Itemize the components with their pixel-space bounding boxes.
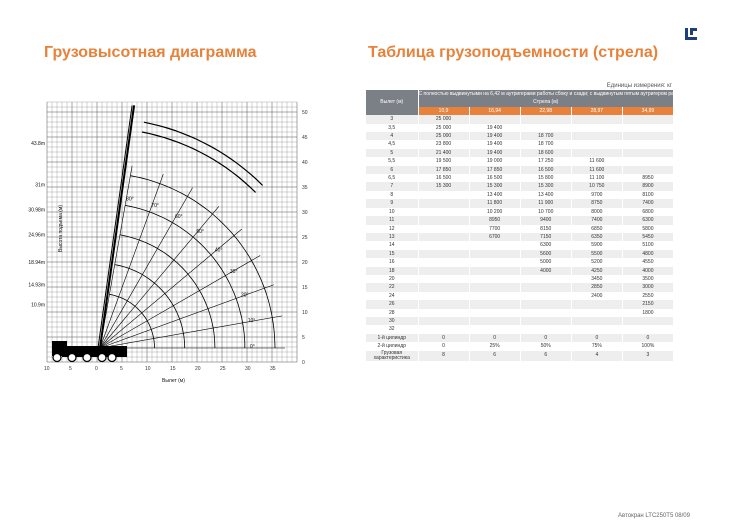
- row-label: 3: [366, 115, 418, 123]
- x-axis-label: Вылет (м): [162, 378, 185, 384]
- table-row: [366, 233, 674, 241]
- capacity-cell: [418, 216, 469, 224]
- capacity-cell: [622, 124, 673, 132]
- capacity-cell: 23 800: [418, 140, 469, 148]
- capacity-cell: [571, 300, 622, 308]
- capacity-cell: 3000: [622, 283, 673, 291]
- capacity-cell: 15 800: [520, 174, 571, 182]
- x-tick-label: 5: [69, 366, 72, 372]
- capacity-cell: 8: [418, 351, 469, 361]
- row-label: 14: [366, 241, 418, 249]
- capacity-cell: [418, 208, 469, 216]
- table-row: [366, 258, 674, 266]
- height-mark: 30.98m: [28, 207, 45, 214]
- boom-length-col: 16,94: [469, 107, 520, 115]
- angle-label: 0°: [250, 344, 255, 350]
- angle-label: 60°: [175, 214, 183, 221]
- capacity-cell: 0: [571, 334, 622, 342]
- capacity-cell: [520, 317, 571, 325]
- capacity-cell: [622, 132, 673, 140]
- chart-grid: [47, 102, 297, 362]
- capacity-cell: [571, 124, 622, 132]
- capacity-cell: 10 700: [520, 208, 571, 216]
- capacity-cell: 19 500: [418, 157, 469, 165]
- x-tick-label: 0: [95, 366, 98, 372]
- capacity-cell: [418, 267, 469, 275]
- capacity-cell: [469, 300, 520, 308]
- capacity-cell: [622, 115, 673, 123]
- x-tick-label: 10: [44, 366, 50, 372]
- y-tick-label: 35: [302, 185, 308, 191]
- capacity-cell: 8950: [469, 216, 520, 224]
- capacity-cell: [571, 149, 622, 157]
- capacity-cell: 25 000: [418, 115, 469, 123]
- capacity-cell: 11 600: [571, 157, 622, 165]
- capacity-cell: 7700: [469, 225, 520, 233]
- height-mark: 31m: [35, 182, 45, 189]
- diagram-title: Грузовысотная диаграмма: [44, 44, 257, 61]
- capacity-cell: 13 400: [469, 191, 520, 199]
- boom-length-col: 10,9: [418, 107, 469, 115]
- capacity-cell: 8150: [520, 225, 571, 233]
- capacity-cell: [520, 115, 571, 123]
- crane-wheel: [108, 354, 116, 362]
- table-row: [366, 292, 674, 300]
- capacity-cell: [469, 258, 520, 266]
- capacity-cell: 100%: [622, 342, 673, 350]
- row-label: 24: [366, 292, 418, 300]
- capacity-cell: 4000: [622, 267, 673, 275]
- capacity-cell: [622, 325, 673, 333]
- capacity-cell: 11 900: [520, 199, 571, 207]
- capacity-cell: 18 600: [520, 149, 571, 157]
- capacity-cell: [418, 325, 469, 333]
- table-row: [366, 283, 674, 291]
- capacity-cell: 50%: [520, 342, 571, 350]
- row-label: 16: [366, 258, 418, 266]
- capacity-cell: 6700: [469, 233, 520, 241]
- radius-header: Вылет (м): [366, 90, 418, 115]
- boom-header: Стрела (м): [418, 98, 674, 106]
- table-row: [366, 182, 674, 190]
- height-mark: 14.93m: [28, 282, 45, 289]
- capacity-cell: 25 000: [418, 124, 469, 132]
- capacity-cell: 2150: [622, 300, 673, 308]
- table-row: [366, 157, 674, 165]
- capacity-cell: [418, 225, 469, 233]
- crane-wheel: [68, 354, 76, 362]
- capacity-cell: [571, 140, 622, 148]
- capacity-cell: 5200: [571, 258, 622, 266]
- capacity-cell: 16 500: [418, 174, 469, 182]
- capacity-cell: 5900: [571, 241, 622, 249]
- capacity-cell: 17 850: [418, 166, 469, 174]
- row-label: 30: [366, 317, 418, 325]
- capacity-cell: 8100: [622, 191, 673, 199]
- capacity-cell: [622, 166, 673, 174]
- angle-label: 30°: [229, 269, 238, 275]
- capacity-cell: 2400: [571, 292, 622, 300]
- x-tick-label: 10: [145, 366, 151, 372]
- x-tick-label: 20: [195, 366, 201, 372]
- capacity-cell: 75%: [571, 342, 622, 350]
- table-row: [366, 275, 674, 283]
- capacity-cell: 0: [622, 334, 673, 342]
- capacity-cell: 19 400: [469, 140, 520, 148]
- row-label: 10: [366, 208, 418, 216]
- y-tick-label: 30: [302, 210, 308, 216]
- capacity-cell: [520, 292, 571, 300]
- table-row: [366, 115, 674, 123]
- row-label: 28: [366, 309, 418, 317]
- capacity-cell: [469, 250, 520, 258]
- capacity-cell: 4800: [622, 250, 673, 258]
- table-row: [366, 309, 674, 317]
- y-tick-label: 45: [302, 135, 308, 141]
- capacity-cell: [622, 140, 673, 148]
- capacity-cell: [418, 199, 469, 207]
- angle-label: 50°: [196, 229, 204, 236]
- capacity-cell: 2850: [571, 283, 622, 291]
- table-row: [366, 334, 674, 342]
- y-tick-label: 40: [302, 160, 308, 166]
- capacity-cell: 6800: [622, 208, 673, 216]
- crane-wheel: [98, 354, 106, 362]
- capacity-cell: 4: [571, 351, 622, 361]
- row-label: 32: [366, 325, 418, 333]
- table-row: [366, 208, 674, 216]
- capacity-cell: 6300: [520, 241, 571, 249]
- x-tick-label: 15: [170, 366, 176, 372]
- capacity-cell: [418, 300, 469, 308]
- row-label: 7: [366, 182, 418, 190]
- row-label: 6: [366, 166, 418, 174]
- capacity-cell: 19 400: [469, 132, 520, 140]
- capacity-cell: 15 300: [469, 182, 520, 190]
- capacity-cell: 19 400: [469, 149, 520, 157]
- capacity-cell: [520, 283, 571, 291]
- capacity-cell: 5500: [571, 250, 622, 258]
- y-tick-label: 25: [302, 235, 308, 241]
- row-label: 12: [366, 225, 418, 233]
- capacity-table: [366, 90, 741, 361]
- capacity-cell: [469, 241, 520, 249]
- capacity-cell: [622, 149, 673, 157]
- height-mark: 24.96m: [28, 232, 45, 239]
- table-row: [366, 325, 674, 333]
- capacity-cell: 5100: [622, 241, 673, 249]
- crane-wheel: [53, 354, 61, 362]
- angle-label: 80°: [126, 196, 134, 203]
- capacity-cell: [520, 300, 571, 308]
- capacity-cell: 15 300: [520, 182, 571, 190]
- table-row: [366, 267, 674, 275]
- angle-label: 70°: [151, 203, 159, 210]
- capacity-cell: [520, 309, 571, 317]
- capacity-cell: 6300: [622, 216, 673, 224]
- capacity-cell: 3450: [571, 275, 622, 283]
- row-label: 26: [366, 300, 418, 308]
- capacity-cell: 21 400: [418, 149, 469, 157]
- capacity-cell: 10 750: [571, 182, 622, 190]
- capacity-cell: 0: [418, 342, 469, 350]
- angle-label: 20°: [240, 292, 249, 299]
- capacity-cell: [571, 115, 622, 123]
- y-tick-label: 20: [302, 260, 308, 266]
- capacity-cell: 8750: [571, 199, 622, 207]
- capacity-cell: [418, 275, 469, 283]
- capacity-cell: 17 850: [469, 166, 520, 174]
- height-mark: 18.94m: [28, 260, 45, 266]
- table-row: [366, 140, 674, 148]
- row-label: 20: [366, 275, 418, 283]
- capacity-cell: [469, 292, 520, 300]
- row-label: 4: [366, 132, 418, 140]
- capacity-cell: [469, 283, 520, 291]
- table-row: [366, 351, 674, 361]
- y-tick-label: 0: [302, 360, 305, 366]
- capacity-cell: [418, 258, 469, 266]
- capacity-cell: 25 000: [418, 132, 469, 140]
- y-tick-label: 5: [302, 335, 305, 341]
- table-row: [366, 250, 674, 258]
- capacity-cell: [622, 317, 673, 325]
- capacity-cell: 8950: [622, 174, 673, 182]
- row-label: 1-й цилиндр: [366, 334, 418, 342]
- capacity-cell: 16 500: [469, 174, 520, 182]
- table-row: [366, 241, 674, 249]
- capacity-cell: 5450: [622, 233, 673, 241]
- row-label: Грузовая характеристика: [366, 351, 418, 361]
- capacity-cell: 0: [418, 334, 469, 342]
- capacity-table-body: [366, 115, 674, 360]
- capacity-cell: 19 400: [469, 124, 520, 132]
- capacity-cell: 25%: [469, 342, 520, 350]
- row-label: 18: [366, 267, 418, 275]
- capacity-cell: 19 000: [469, 157, 520, 165]
- brand-logo: [683, 26, 699, 42]
- row-label: 15: [366, 250, 418, 258]
- capacity-cell: 16 500: [520, 166, 571, 174]
- capacity-cell: 4550: [622, 258, 673, 266]
- capacity-cell: [469, 275, 520, 283]
- table-row: [366, 199, 674, 207]
- capacity-cell: [469, 325, 520, 333]
- capacity-cell: 7400: [571, 216, 622, 224]
- table-row: [366, 216, 674, 224]
- row-label: 9: [366, 199, 418, 207]
- capacity-cell: 10 200: [469, 208, 520, 216]
- capacity-cell: 6: [469, 351, 520, 361]
- capacity-cell: [469, 267, 520, 275]
- capacity-cell: 3500: [622, 275, 673, 283]
- capacity-cell: 11 800: [469, 199, 520, 207]
- row-label: 22: [366, 283, 418, 291]
- capacity-cell: 6850: [571, 225, 622, 233]
- load-height-chart: [28, 92, 310, 392]
- capacity-cell: [571, 132, 622, 140]
- capacity-cell: 11 100: [571, 174, 622, 182]
- y-tick-label: 10: [302, 310, 308, 316]
- units-label: Единицы измерения: кг: [606, 83, 672, 89]
- capacity-cell: 5600: [520, 250, 571, 258]
- table-title: Таблица грузоподъемности (стрела): [368, 44, 659, 61]
- capacity-cell: [418, 191, 469, 199]
- table-row: [366, 149, 674, 157]
- row-label: 5,5: [366, 157, 418, 165]
- table-row: [366, 124, 674, 132]
- row-label: 6,5: [366, 174, 418, 182]
- capacity-cell: [418, 250, 469, 258]
- x-tick-label: 25: [220, 366, 226, 372]
- capacity-cell: 1800: [622, 309, 673, 317]
- row-label: 3,5: [366, 124, 418, 132]
- capacity-cell: 7150: [520, 233, 571, 241]
- x-tick-label: 35: [270, 366, 276, 372]
- footer-model: Автокран LTC250T5 08/09: [618, 513, 690, 519]
- capacity-cell: [418, 309, 469, 317]
- row-label: 5: [366, 149, 418, 157]
- row-label: 2-й цилиндр: [366, 342, 418, 350]
- row-label: 11: [366, 216, 418, 224]
- row-label: 8: [366, 191, 418, 199]
- capacity-cell: [418, 233, 469, 241]
- height-mark: 43.8m: [31, 141, 45, 147]
- angle-label: 40°: [214, 247, 223, 254]
- capacity-cell: 8000: [571, 208, 622, 216]
- capacity-cell: [571, 309, 622, 317]
- capacity-cell: [469, 317, 520, 325]
- table-row: [366, 317, 674, 325]
- capacity-cell: 5000: [520, 258, 571, 266]
- capacity-cell: 17 250: [520, 157, 571, 165]
- capacity-cell: [469, 115, 520, 123]
- table-row: [366, 174, 674, 182]
- x-tick-label: 5: [120, 366, 123, 372]
- y-tick-label: 15: [302, 285, 308, 291]
- capacity-cell: [520, 124, 571, 132]
- capacity-cell: 8900: [622, 182, 673, 190]
- capacity-cell: [418, 241, 469, 249]
- capacity-cell: [520, 275, 571, 283]
- capacity-cell: 6: [520, 351, 571, 361]
- table-row: [366, 132, 674, 140]
- capacity-cell: 6350: [571, 233, 622, 241]
- table-row: [366, 191, 674, 199]
- capacity-cell: 13 400: [520, 191, 571, 199]
- table-condition: С полностью выдвинутыми на 6,42 м аутригерами работы сбоку и сзади; с выдвинутым пятым аутригером работы в любых направлениях: [418, 91, 741, 97]
- table-row: [366, 342, 674, 350]
- capacity-cell: [469, 309, 520, 317]
- capacity-cell: [418, 283, 469, 291]
- capacity-cell: 4250: [571, 267, 622, 275]
- capacity-cell: 11 600: [571, 166, 622, 174]
- height-mark: 10.9m: [31, 302, 45, 309]
- y-tick-label: 50: [302, 110, 308, 116]
- capacity-cell: 0: [520, 334, 571, 342]
- y-axis-label: Высота подъема (м): [58, 204, 64, 252]
- capacity-cell: [571, 317, 622, 325]
- capacity-cell: [520, 325, 571, 333]
- angle-label: 10°: [247, 317, 256, 324]
- capacity-cell: 2550: [622, 292, 673, 300]
- boom-length-col: 34,99: [622, 107, 673, 115]
- row-label: 4,5: [366, 140, 418, 148]
- x-tick-label: 30: [245, 366, 251, 372]
- boom-length-col: 22,98: [520, 107, 571, 115]
- capacity-cell: 5800: [622, 225, 673, 233]
- capacity-cell: [418, 292, 469, 300]
- boom-length-col: 28,97: [571, 107, 622, 115]
- capacity-cell: [571, 325, 622, 333]
- capacity-cell: 18 700: [520, 132, 571, 140]
- capacity-cell: [418, 317, 469, 325]
- table-row: [366, 225, 674, 233]
- capacity-cell: 0: [469, 334, 520, 342]
- table-row: [366, 300, 674, 308]
- capacity-cell: 3: [622, 351, 673, 361]
- capacity-cell: [622, 157, 673, 165]
- capacity-cell: 7400: [622, 199, 673, 207]
- capacity-cell: 18 700: [520, 140, 571, 148]
- row-label: 13: [366, 233, 418, 241]
- capacity-cell: 9400: [520, 216, 571, 224]
- capacity-cell: 9700: [571, 191, 622, 199]
- capacity-cell: 4000: [520, 267, 571, 275]
- table-row: [366, 166, 674, 174]
- capacity-cell: 15 300: [418, 182, 469, 190]
- crane-wheel: [83, 354, 91, 362]
